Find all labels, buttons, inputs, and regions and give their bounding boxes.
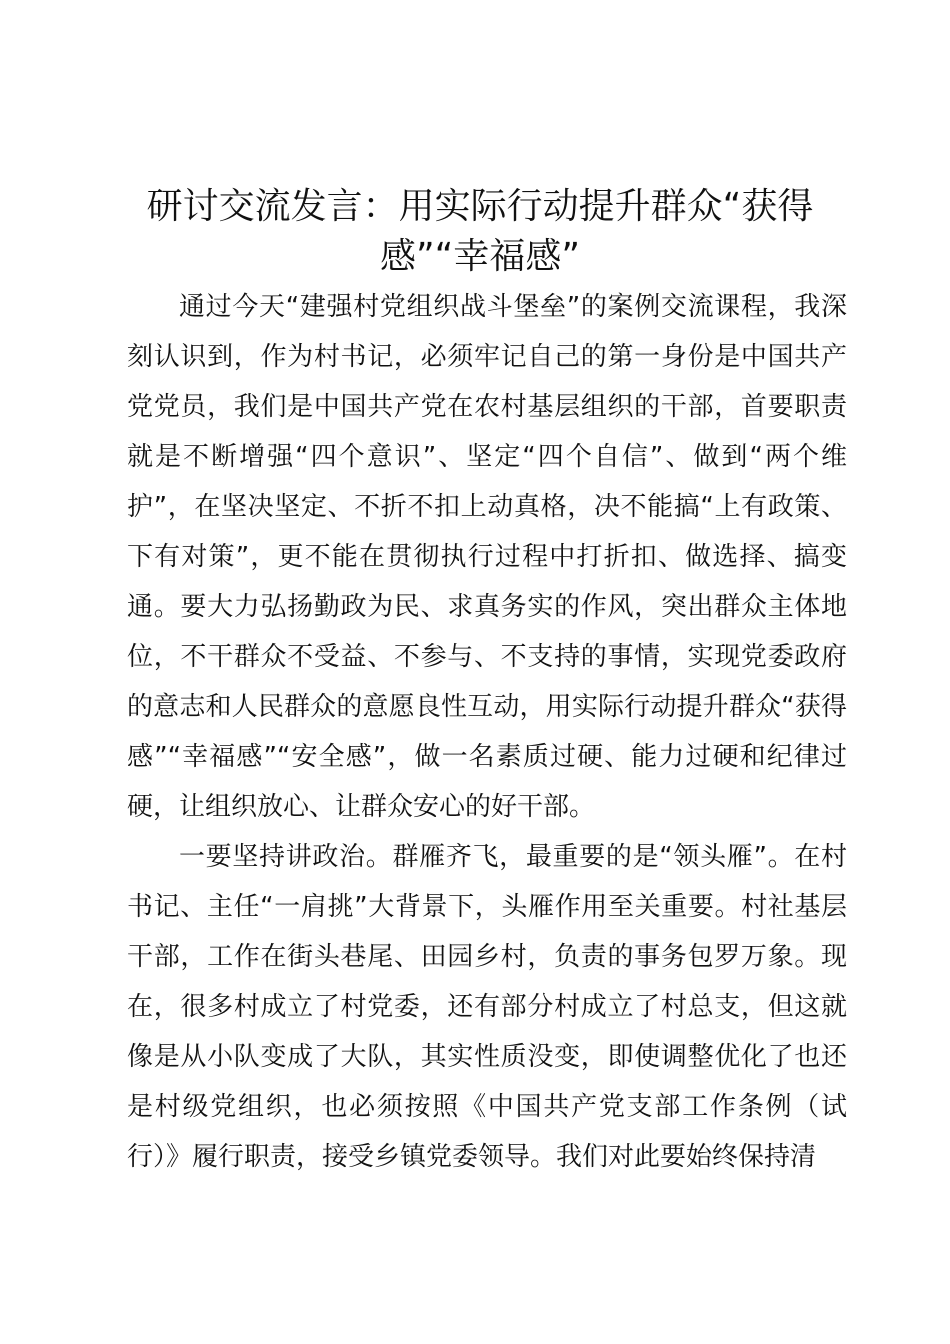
- document-title: 研讨交流发言：用实际行动提升群众“获得感”“幸福感”: [146, 186, 814, 277]
- paragraph: 通过今天“建强村党组织战斗堡垒”的案例交流课程，我深刻认识到，作为村书记，必须牢记自己的第一身份是中国共产党党员，我们是中国共产党在农村基层组织的干部，首要职责就是不断增强“四个意识”、坚定“四个自信”、做到“两个维护”，在坚决坚定、不折不扣上动真格，决不能搞“上有政策、下有对策”，更不能在贯彻执行过程中打折扣、做选择、搞变通。要大力弘扬勤政为民、求真务实的作风，突出群众主体地位，不干群众不受益、不参与、不支持的事情，实现党委政府的意志和人民群众的意愿良性互动，用实际行动提升群众“获得感”“幸福感”“安全感”，做一名素质过硬、能力过硬和纪律过硬，让组织放心、让群众安心的好干部。: [127, 292, 847, 822]
- paragraph: 一要坚持讲政治。群雁齐飞，最重要的是“领头雁”。在村书记、主任“一肩挑”大背景下，头雁作用至关重要。村社基层干部，工作在街头巷尾、田园乡村，负责的事务包罗万象。现在，很多村成立了村党委，还有部分村成立了村总支，但这就像是从小队变成了大队，其实性质没变，即使调整优化了也还是村级党组织，也必须按照《中国共产党支部工作条例（试行）》履行职责，接受乡镇党委领导。我们对此要始终保持清: [127, 842, 847, 1172]
- document-body: [127, 282, 847, 1182]
